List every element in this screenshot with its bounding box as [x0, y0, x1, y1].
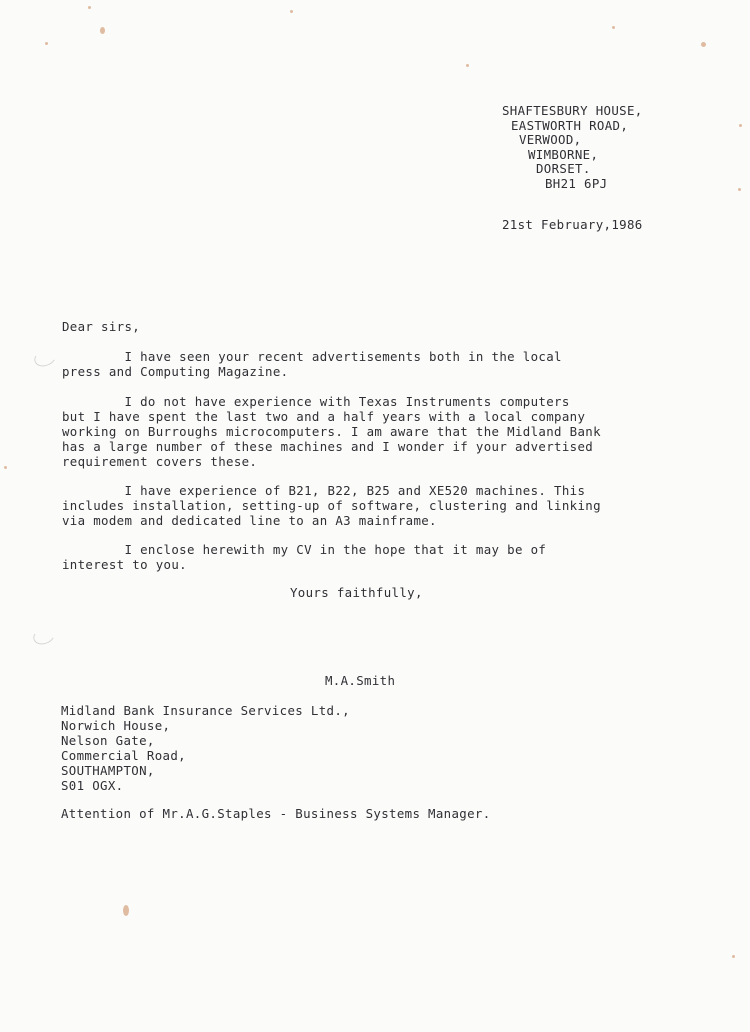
foxing-spot	[100, 27, 105, 34]
attention-line: Attention of Mr.A.G.Staples - Business Systems Manager.	[61, 806, 491, 821]
body-paragraph-2	[62, 394, 682, 469]
salutation: Dear sirs,	[62, 319, 141, 334]
letter-date: 21st February,1986	[502, 217, 643, 232]
sender-address-line-4: WIMBORNE,	[528, 147, 599, 162]
closing: Yours faithfully,	[290, 585, 423, 600]
foxing-spot	[739, 124, 742, 127]
foxing-spot	[738, 188, 741, 191]
body-line: has a large number of these machines and I wonder if your advertised	[62, 439, 594, 454]
foxing-spot	[701, 42, 706, 47]
foxing-spot	[732, 955, 735, 958]
recipient-line: Nelson Gate,	[61, 733, 155, 748]
signature-name: M.A.Smith	[325, 673, 396, 688]
body-line: I enclose herewith my CV in the hope that it may be of	[62, 542, 547, 557]
body-line: includes installation, setting-up of software, clustering and linking	[62, 498, 601, 513]
foxing-spot	[88, 6, 91, 9]
punch-hole-mark	[32, 347, 58, 370]
sender-postcode: BH21 6PJ	[545, 176, 608, 191]
recipient-line: Commercial Road,	[61, 748, 186, 763]
foxing-spot	[45, 42, 48, 45]
foxing-spot	[612, 26, 615, 29]
sender-address-line-3: VERWOOD,	[519, 132, 582, 147]
foxing-spot	[466, 64, 469, 67]
body-line: via modem and dedicated line to an A3 mainframe.	[62, 513, 437, 528]
body-line: requirement covers these.	[62, 454, 258, 469]
body-line: but I have spent the last two and a half years with a local company	[62, 409, 586, 424]
sender-address-line-1: SHAFTESBURY HOUSE,	[502, 103, 643, 118]
body-line: I do not have experience with Texas Instruments computers	[62, 394, 570, 409]
body-paragraph-4	[62, 542, 682, 572]
sender-address-line-5: DORSET.	[536, 161, 591, 176]
foxing-spot	[123, 905, 129, 916]
recipient-line: S01 OGX.	[61, 778, 124, 793]
recipient-line: Midland Bank Insurance Services Ltd.,	[61, 703, 350, 718]
body-line: I have seen your recent advertisements both in the local	[62, 349, 562, 364]
punch-hole-mark	[31, 625, 57, 648]
recipient-line: Norwich House,	[61, 718, 171, 733]
body-paragraph-1	[62, 349, 682, 379]
sender-address-line-2: EASTWORTH ROAD,	[511, 118, 629, 133]
body-line: press and Computing Magazine.	[62, 364, 289, 379]
foxing-spot	[4, 466, 7, 469]
foxing-spot	[290, 10, 293, 13]
recipient-line: SOUTHAMPTON,	[61, 763, 155, 778]
body-paragraph-3	[62, 483, 682, 528]
body-line: interest to you.	[62, 557, 187, 572]
recipient-address	[61, 703, 350, 793]
body-line: working on Burroughs microcomputers. I am aware that the Midland Bank	[62, 424, 601, 439]
body-line: I have experience of B21, B22, B25 and XE520 machines. This	[62, 483, 586, 498]
